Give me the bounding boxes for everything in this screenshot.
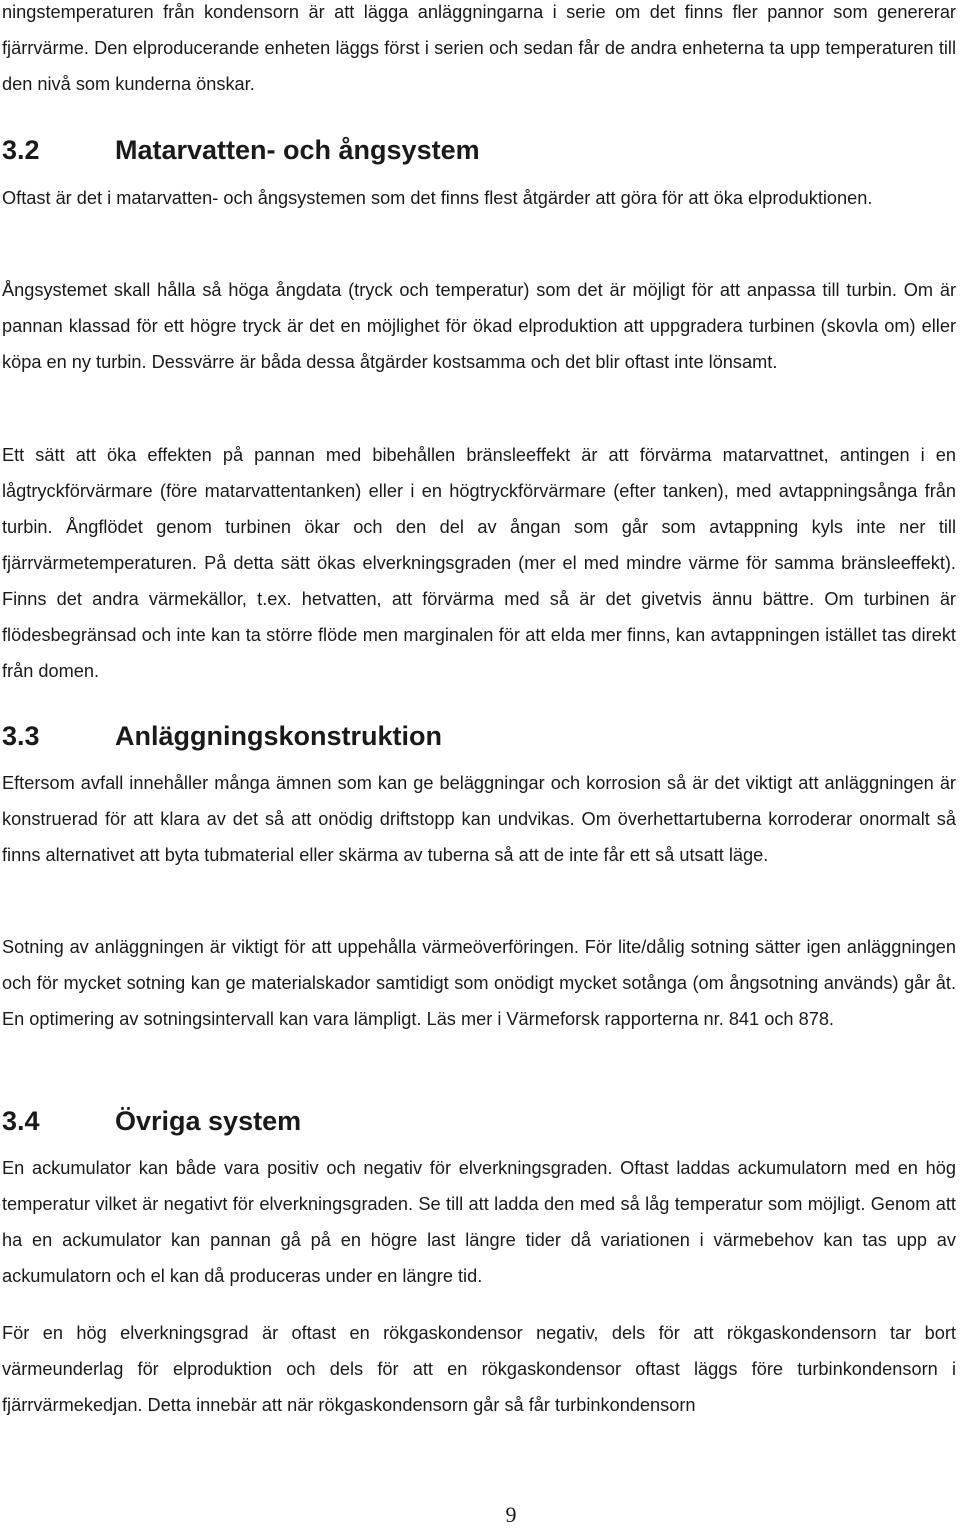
paragraph-3-2-1: Oftast är det i matarvatten- och ångsystemen som det finns flest åtgärder att göra för att öka elproduktionen. <box>2 188 873 208</box>
section-title: Anläggningskonstruktion <box>115 721 442 751</box>
paragraph-3-4-1: En ackumulator kan både vara positiv och negativ för elverkningsgraden. Oftast laddas ackumulatorn med en hög temperatur vilket är negativt för elverkningsgraden. Se till att ladda den med så låg temperatur som möjligt. Genom att ha en ackumulator kan pannan gå på en högre last längre tider då variationen i värmebehov kan tas upp av ackumulatorn och el kan då produceras under en längre tid. <box>2 1158 956 1286</box>
section-heading-3-3 <box>2 718 442 754</box>
section-number: 3.3 <box>2 721 40 751</box>
paragraph-3-2-3: Ett sätt att öka effekten på pannan med bibehållen bränsleeffekt är att förvärma matarvattnet, antingen i en lågtryckförvärmare (före matarvattentanken) eller i en högtryckförvärmare (efter tanken), med avtappningsånga från turbin. Ångflödet genom turbinen ökar och den del av ångan som går som avtappning kyls inte ner till fjärrvärmetemperaturen. På detta sätt ökas elverkningsgraden (mer el med mindre värme för samma bränsleeffekt). Finns det andra värmekällor, t.ex. hetvatten, att förvärma med så är det givetvis ännu bättre. Om turbinen är flödesbegränsad och inte kan ta större flöde men marginalen för att elda mer finns, kan avtappningen istället tas direkt från domen. <box>2 445 956 681</box>
paragraph-intro-continuation: ningstemperaturen från kondensorn är att lägga anläggningarna i serie om det finns fler pannor som genererar fjärrvärme. Den elproducerande enheten läggs först i serien och sedan får de andra enheterna ta upp temperaturen till den nivå som kunderna önskar. <box>2 2 956 94</box>
paragraph-3-3-1: Eftersom avfall innehåller många ämnen som kan ge beläggningar och korrosion så är det viktigt att anläggningen är konstruerad för att klara av det så att onödig driftstopp kan undvikas. Om överhettartuberna korroderar onormalt så finns alternativet att byta tubmaterial eller skärma av tuberna så att de inte får ett så utsatt läge. <box>2 773 956 865</box>
paragraph-3-2-2: Ångsystemet skall hålla så höga ångdata (tryck och temperatur) som det är möjligt för att anpassa till turbin. Om är pannan klassad för ett högre tryck är det en möjlighet för ökad elproduktion att uppgradera turbinen (skovla om) eller köpa en ny turbin. Dessvärre är båda dessa åtgärder kostsamma och det blir oftast inte lönsamt. <box>2 280 956 372</box>
section-heading-3-2 <box>2 132 480 168</box>
section-number: 3.2 <box>2 135 40 165</box>
section-title: Övriga system <box>115 1106 302 1136</box>
paragraph-3-3-2: Sotning av anläggningen är viktigt för att uppehålla värmeöverföringen. För lite/dålig sotning sätter igen anläggningen och för mycket sotning kan ge materialskador samtidigt som onödigt mycket sotånga (om ångsotning används) går åt. En optimering av sotningsintervall kan vara lämpligt. Läs mer i Värmeforsk rapporterna nr. 841 och 878. <box>2 937 956 1029</box>
section-number: 3.4 <box>2 1106 40 1136</box>
page-number: 9 <box>505 1502 517 1527</box>
section-title: Matarvatten- och ångsystem <box>115 135 480 165</box>
paragraph-3-4-2: För en hög elverkningsgrad är oftast en rökgaskondensor negativ, dels för att rökgaskondensorn tar bort värmeunderlag för elproduktion och dels för att en rökgaskondensor oftast läggs före turbinkondensorn i fjärrvärmekedjan. Detta innebär att när rökgaskondensorn går så får turbinkondensorn <box>2 1323 956 1415</box>
section-heading-3-4 <box>2 1103 301 1139</box>
